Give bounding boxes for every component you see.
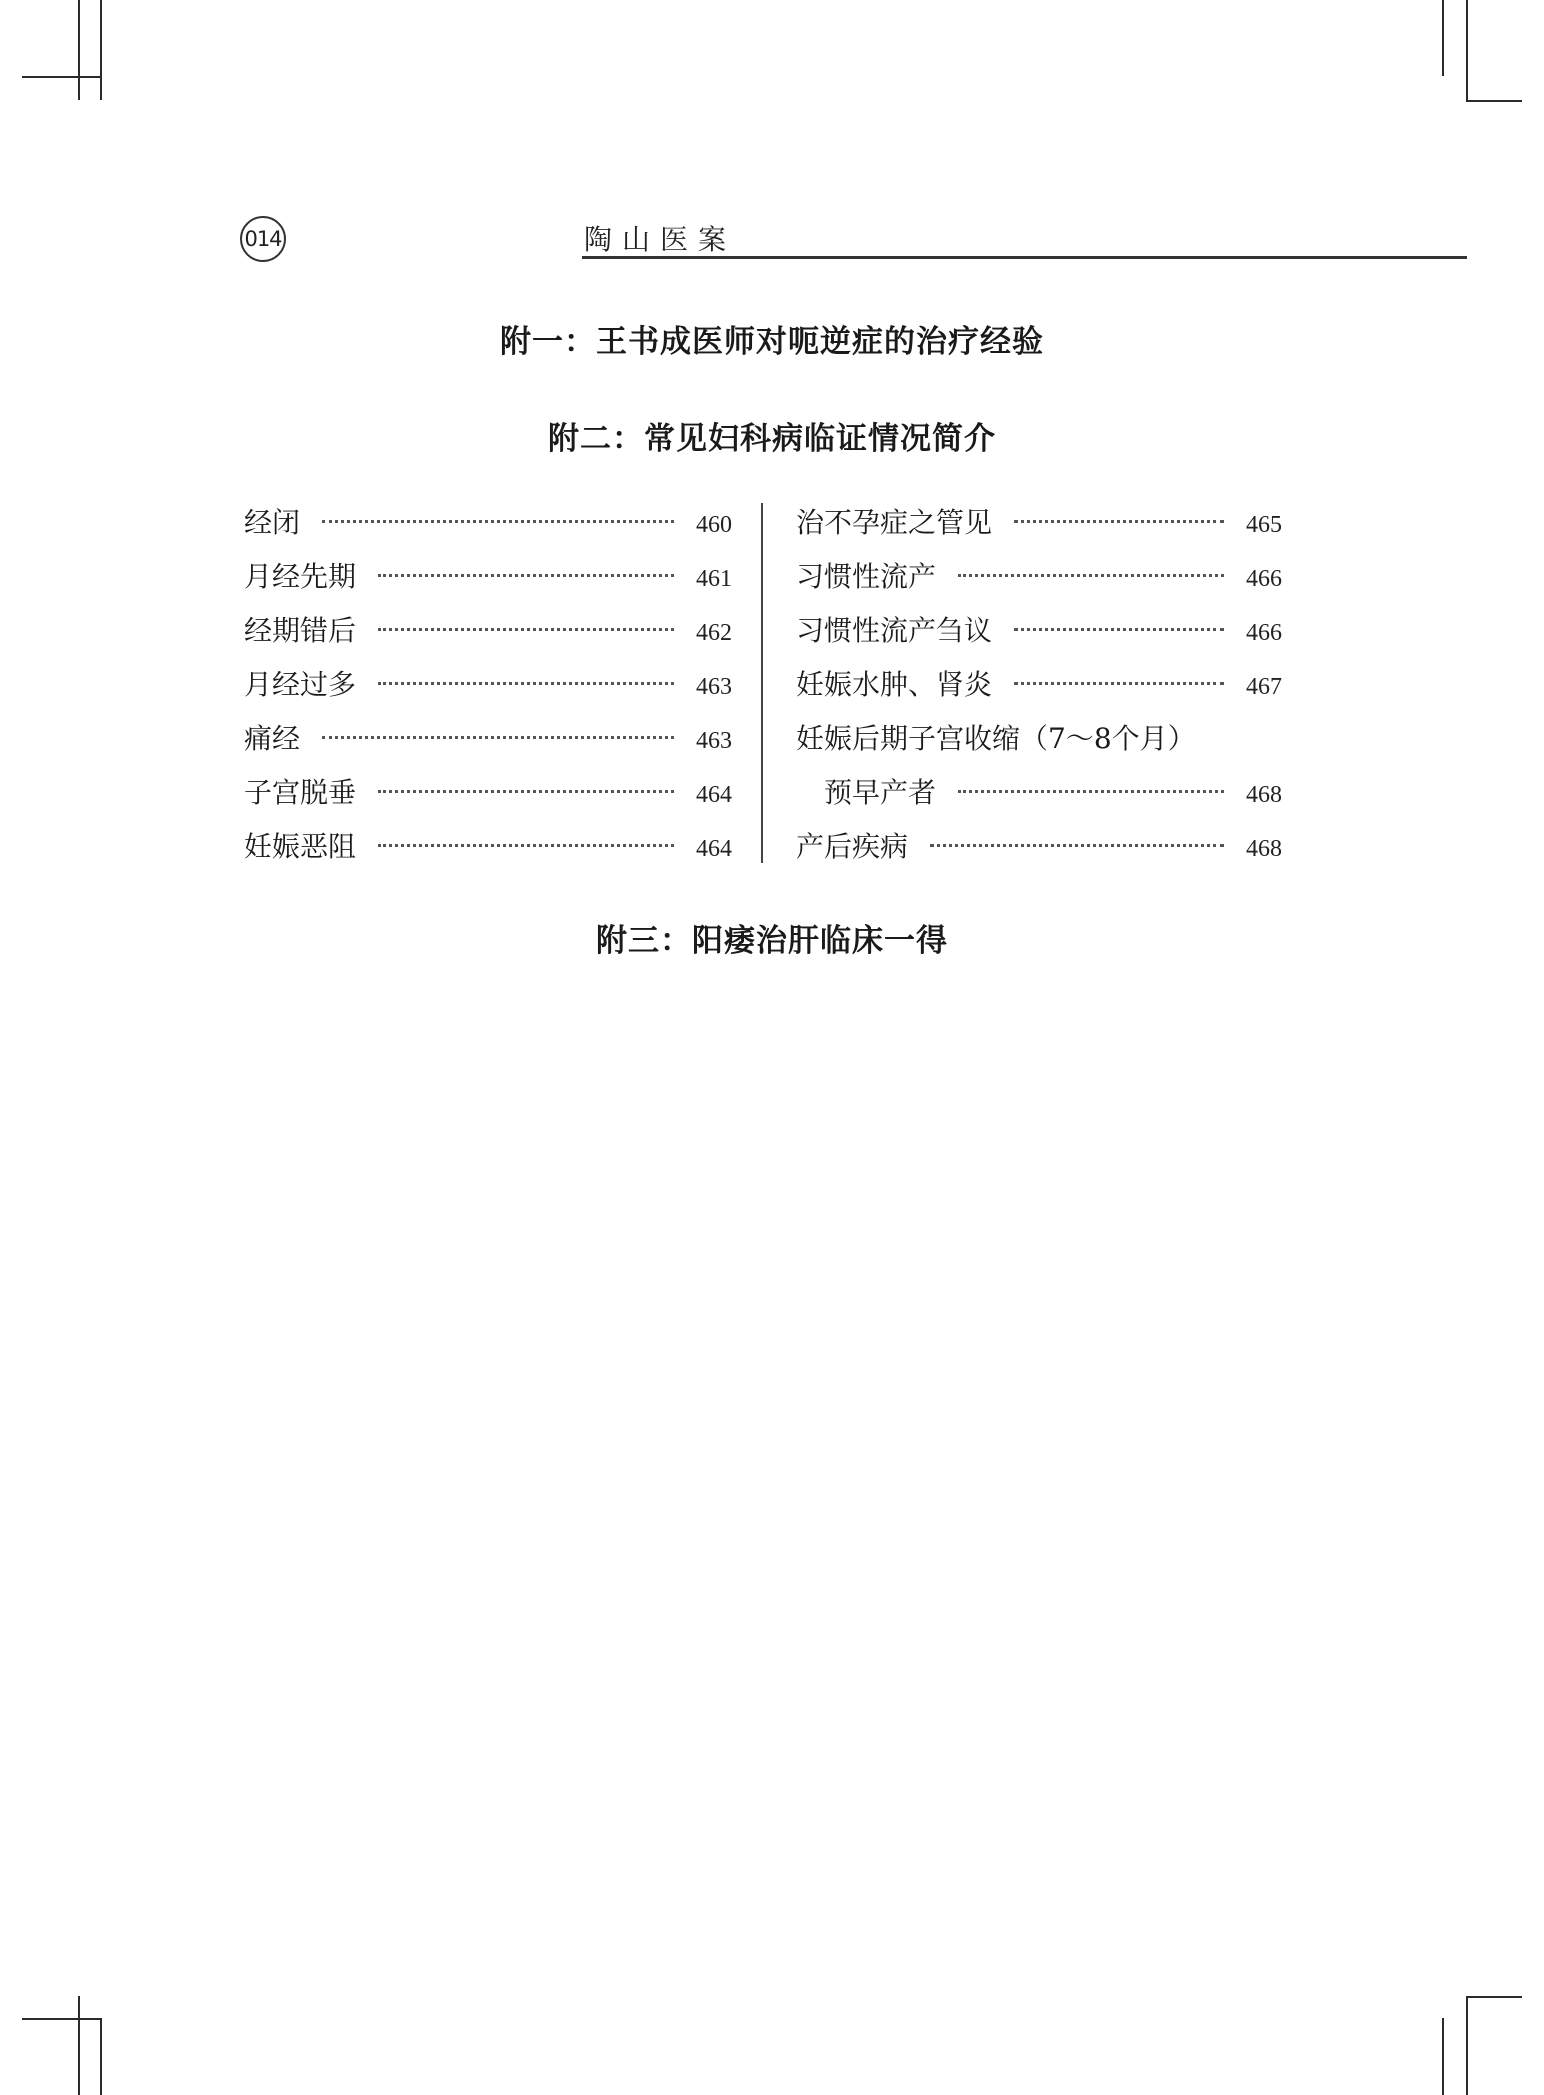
crop-mark-bottom-left-v2	[100, 2018, 102, 2095]
toc-entry-page: 468	[1246, 782, 1282, 808]
toc-entry[interactable]	[796, 820, 1282, 874]
dot-leader	[378, 574, 674, 577]
dot-leader	[378, 628, 674, 631]
crop-mark-bottom-right-v	[1442, 2018, 1444, 2095]
crop-mark-top-right-v	[1442, 0, 1444, 76]
appendix-3-heading: 附三：阳痿治肝临床一得	[596, 923, 948, 959]
dot-leader	[958, 790, 1224, 793]
toc-entry-label: 月经过多	[244, 668, 357, 701]
toc-entry-continued[interactable]	[796, 712, 1282, 766]
dot-leader	[322, 736, 674, 739]
toc-entry-page: 462	[696, 620, 732, 646]
toc-entry-label: 治不孕症之管见	[796, 506, 993, 539]
header-rule	[582, 256, 1467, 259]
running-header-title: 陶山医案	[584, 223, 737, 256]
toc-entry[interactable]	[244, 712, 732, 766]
toc-entry-page: 463	[696, 728, 732, 754]
crop-mark-top-left-h	[22, 76, 102, 78]
toc-entry-label: 妊娠后期子宫收缩（7～8个月）	[796, 722, 1196, 755]
toc-entry-label: 妊娠恶阻	[244, 830, 357, 863]
toc-entry[interactable]	[796, 766, 1282, 820]
toc-entry-page: 463	[696, 674, 732, 700]
toc-entry[interactable]	[244, 604, 732, 658]
toc-entry-label: 痛经	[244, 722, 301, 755]
dot-leader	[958, 574, 1224, 577]
dot-leader	[930, 844, 1224, 847]
toc-entry-label: 习惯性流产	[796, 560, 937, 593]
dot-leader	[322, 520, 674, 523]
dot-leader	[378, 790, 674, 793]
toc-entry[interactable]	[244, 550, 732, 604]
toc-entry-label: 预早产者	[824, 776, 937, 809]
column-divider	[761, 503, 763, 863]
toc-entry[interactable]	[796, 496, 1282, 550]
toc-left-column	[244, 496, 732, 874]
appendix-1-heading: 附一：王书成医师对呃逆症的治疗经验	[500, 324, 1044, 360]
toc-entry[interactable]	[244, 766, 732, 820]
dot-leader	[1014, 628, 1224, 631]
toc-entry-label: 妊娠水肿、肾炎	[796, 668, 993, 701]
crop-mark-top-left-v2	[100, 0, 102, 100]
crop-mark-bottom-left-v	[78, 1996, 80, 2095]
page-number-badge: 014	[240, 216, 286, 262]
toc-entry[interactable]	[796, 604, 1282, 658]
toc-entry-page: 464	[696, 836, 732, 862]
toc-entry[interactable]	[796, 550, 1282, 604]
toc-entry-page: 466	[1246, 566, 1282, 592]
dot-leader	[1014, 682, 1224, 685]
toc-entry-label: 月经先期	[244, 560, 357, 593]
toc-entry-page: 461	[696, 566, 732, 592]
toc-entry-page: 468	[1246, 836, 1282, 862]
crop-mark-top-right-v2	[1466, 0, 1468, 100]
toc-entry-label: 产后疾病	[796, 830, 909, 863]
toc-right-column	[796, 496, 1282, 874]
toc-entry-page: 466	[1246, 620, 1282, 646]
crop-mark-bottom-right-h	[1466, 1996, 1522, 1998]
toc-entry-page: 467	[1246, 674, 1282, 700]
toc-entry-label: 习惯性流产刍议	[796, 614, 993, 647]
dot-leader	[378, 844, 674, 847]
toc-entry[interactable]	[244, 820, 732, 874]
dot-leader	[378, 682, 674, 685]
toc-entry[interactable]	[796, 658, 1282, 712]
toc-entry-page: 460	[696, 512, 732, 538]
toc-entry-page: 464	[696, 782, 732, 808]
toc-entry[interactable]	[244, 496, 732, 550]
dot-leader	[1014, 520, 1224, 523]
crop-mark-top-left-v	[78, 0, 80, 100]
crop-mark-bottom-right-v2	[1466, 1996, 1468, 2095]
toc-entry-label: 经闭	[244, 506, 301, 539]
appendix-2-heading: 附二：常见妇科病临证情况简介	[548, 421, 996, 457]
toc-entry-label: 经期错后	[244, 614, 357, 647]
toc-entry-label: 子宫脱垂	[244, 776, 357, 809]
crop-mark-bottom-left-h	[22, 2018, 102, 2020]
crop-mark-top-right-h	[1466, 100, 1522, 102]
toc-entry-page: 465	[1246, 512, 1282, 538]
toc-entry[interactable]	[244, 658, 732, 712]
